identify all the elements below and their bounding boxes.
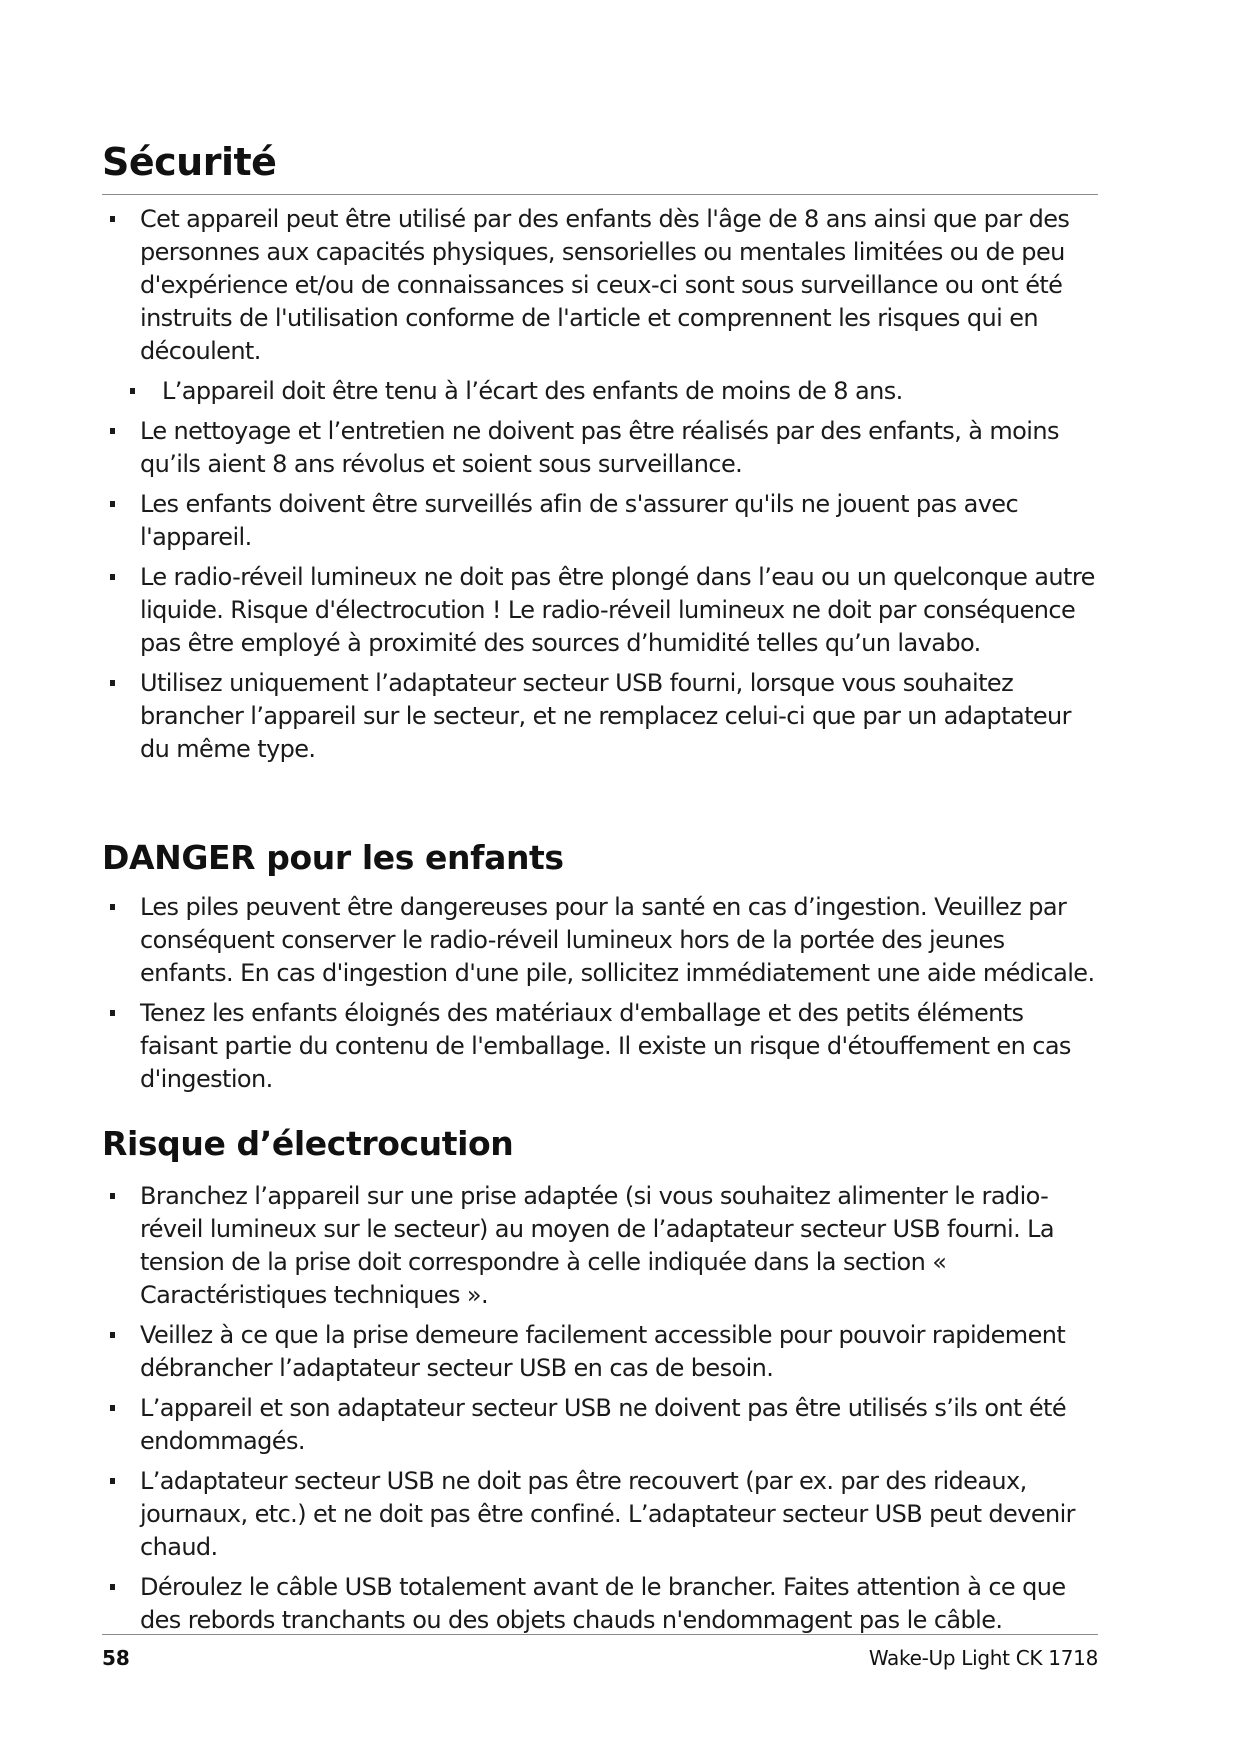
list-item — [102, 561, 1102, 660]
list-item-text: Le radio-réveil lumineux ne doit pas être plongé dans l’eau ou un quelconque autre liquide. Risque d'électrocution ! Le radio-réveil lumineux ne doit par conséquence pas être employé à proximité des sources d’humidité telles qu’un lavabo. — [140, 563, 1095, 657]
list-item — [102, 667, 1102, 766]
bullet-icon — [110, 1478, 115, 1484]
bullet-icon — [110, 1010, 115, 1016]
list-item-text: Branchez l’appareil sur une prise adaptée (si vous souhaitez alimenter le radio-réveil lumineux sur le secteur) au moyen de l’adaptateur secteur USB fourni. La tension de la prise doit correspondre à celle indiquée dans la section « Caractéristiques techniques ». — [140, 1182, 1055, 1309]
bullet-icon — [110, 428, 115, 434]
bullet-icon — [110, 904, 115, 910]
list-item — [102, 415, 1102, 481]
safety-list — [102, 203, 1102, 766]
bullet-icon — [130, 388, 135, 394]
list-item-text: L’adaptateur secteur USB ne doit pas être recouvert (par ex. par des rideaux, journaux, etc.) et ne doit pas être confiné. L’adaptateur secteur USB peut devenir chaud. — [140, 1467, 1075, 1561]
list-item — [102, 1465, 1102, 1564]
list-item — [102, 488, 1102, 554]
list-item-text: Cet appareil peut être utilisé par des enfants dès l'âge de 8 ans ainsi que par des personnes aux capacités physiques, sensorielles ou mentales limitées ou de peu d'expérience et/ou de connaissances si ceux-ci sont sous surveillance ou ont été instruits de l'utilisation conforme de l'article et comprennent les risques qui en découlent. — [140, 205, 1070, 365]
list-item-text: Déroulez le câble USB totalement avant de le brancher. Faites attention à ce que des rebords tranchants ou des objets chauds n'endommagent pas le câble. — [140, 1573, 1066, 1634]
bullet-icon — [110, 1584, 115, 1590]
product-name: Wake-Up Light CK 1718 — [868, 1646, 1098, 1670]
bullet-icon — [110, 501, 115, 507]
list-item — [102, 997, 1102, 1096]
list-item — [102, 1319, 1102, 1385]
bullet-icon — [110, 574, 115, 580]
list-item-text: Veillez à ce que la prise demeure facilement accessible pour pouvoir rapidement débrancher l’adaptateur secteur USB en cas de besoin. — [140, 1321, 1066, 1382]
list-item — [102, 1571, 1102, 1637]
bullet-icon — [110, 680, 115, 686]
list-item-text: Tenez les enfants éloignés des matériaux d'emballage et des petits éléments faisant partie du contenu de l'emballage. Il existe un risque d'étouffement en cas d'ingestion. — [140, 999, 1071, 1093]
electrocution-list — [102, 1180, 1102, 1637]
footer-rule — [102, 1634, 1098, 1635]
list-item — [102, 891, 1102, 990]
danger-list — [102, 891, 1102, 1096]
title-underline — [102, 194, 1098, 195]
list-item-text: Les piles peuvent être dangereuses pour la santé en cas d’ingestion. Veuillez par conséquent conserver le radio-réveil lumineux hors de la portée des jeunes enfants. En cas d'ingestion d'une pile, sollicitez immédiatement une aide médicale. — [140, 893, 1095, 987]
list-item — [102, 375, 1102, 408]
bullet-icon — [110, 1332, 115, 1338]
list-item — [102, 203, 1102, 368]
bullet-icon — [110, 216, 115, 222]
page-number: 58 — [102, 1646, 130, 1670]
list-item-text: Utilisez uniquement l’adaptateur secteur USB fourni, lorsque vous souhaitez brancher l’appareil sur le secteur, et ne remplacez celui-ci que par un adaptateur du même type. — [140, 669, 1071, 763]
list-item-text: Le nettoyage et l’entretien ne doivent pas être réalisés par des enfants, à moins qu’ils aient 8 ans révolus et soient sous surveillance. — [140, 417, 1059, 478]
section-title-danger-enfants: DANGER pour les enfants — [102, 838, 564, 877]
list-item — [102, 1180, 1102, 1312]
section-title-electrocution: Risque d’électrocution — [102, 1124, 514, 1163]
list-item — [102, 1392, 1102, 1458]
section-title-securite: Sécurité — [102, 140, 277, 184]
list-item-text: Les enfants doivent être surveillés afin de s'assurer qu'ils ne jouent pas avec l'appareil. — [140, 490, 1019, 551]
bullet-icon — [110, 1193, 115, 1199]
list-item-text: L’appareil doit être tenu à l’écart des enfants de moins de 8 ans. — [162, 377, 903, 405]
bullet-icon — [110, 1405, 115, 1411]
list-item-text: L’appareil et son adaptateur secteur USB ne doivent pas être utilisés s’ils ont été endommagés. — [140, 1394, 1067, 1455]
